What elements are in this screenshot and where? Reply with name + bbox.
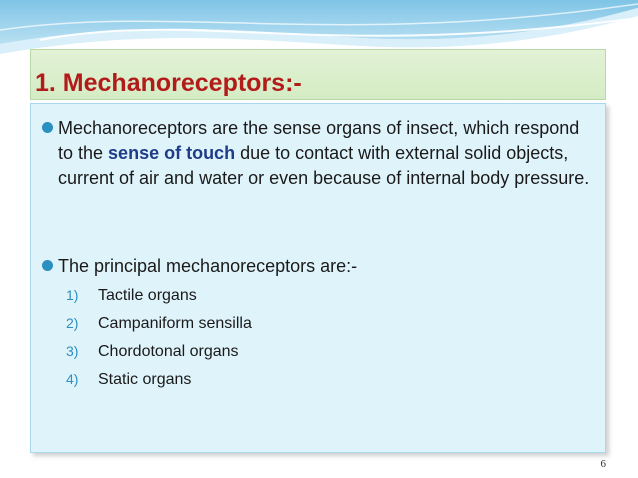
list-label: Chordotonal organs: [98, 343, 239, 360]
list-item: [66, 285, 197, 306]
list-item: [66, 341, 239, 362]
list-label: Static organs: [98, 371, 192, 388]
bullet-text-2: The principal mechanoreceptors are:-: [58, 256, 358, 276]
bullet-text-1-before: Mechanoreceptors are the sense organs of insect, which respond to the: [58, 118, 580, 163]
bullet-dot-icon: [42, 260, 53, 271]
bullet-item-1: [42, 116, 590, 191]
slide-title: 1. Mechanoreceptors:-: [35, 69, 302, 97]
list-label: Tactile organs: [98, 287, 197, 304]
page-number: 6: [600, 458, 606, 470]
list-item: [66, 369, 191, 390]
list-number: 2): [66, 315, 79, 331]
bullet-item-2: [42, 254, 590, 279]
highlight-sense-of-touch: sense of touch: [108, 143, 236, 163]
bullet-text-1-after: due to contact with external solid objects, current of air and water or even because of internal body pressure.: [58, 143, 590, 188]
list-number: 3): [66, 343, 79, 359]
bullet-dot-icon: [42, 122, 53, 133]
list-item: [66, 313, 252, 334]
list-label: Campaniform sensilla: [98, 315, 252, 332]
bullet-text-1: [42, 116, 590, 191]
list-number: 1): [66, 287, 79, 303]
list-number: 4): [66, 371, 79, 387]
